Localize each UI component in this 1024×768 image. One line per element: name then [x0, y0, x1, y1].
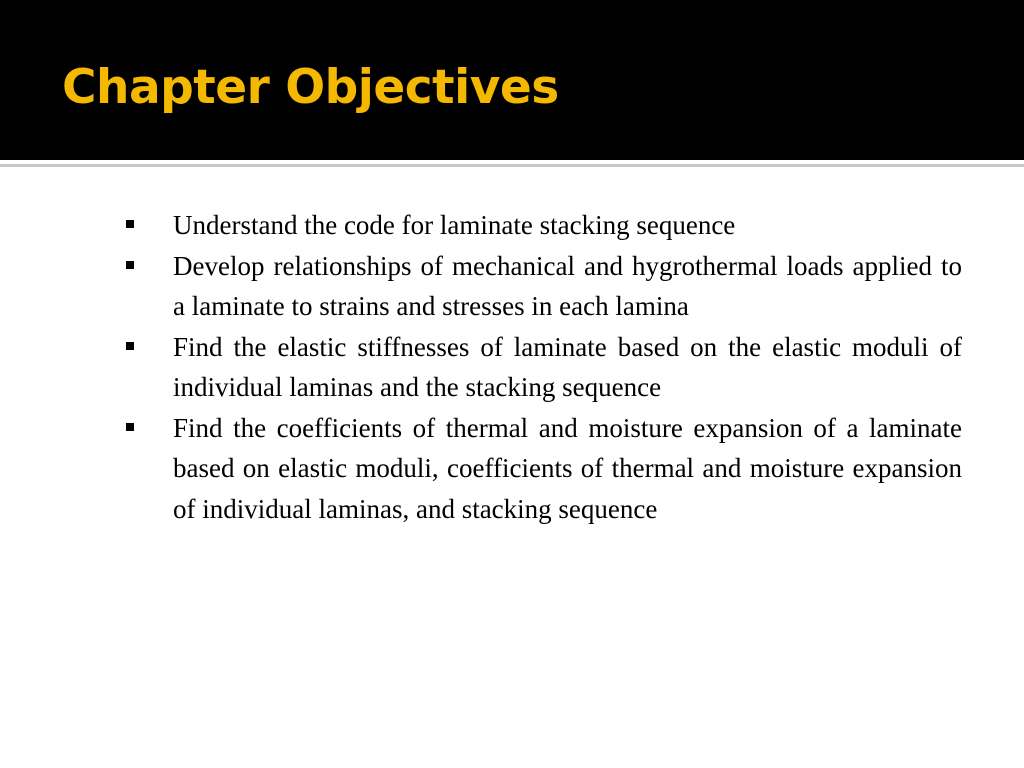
objective-text: Find the coefficients of thermal and moisture expansion of a laminate based on elastic moduli, coefficients of thermal and moisture expansion of individual laminas, and stacking sequence — [173, 412, 962, 524]
square-bullet-icon — [126, 342, 134, 350]
title-divider — [0, 164, 1024, 167]
slide-title: Chapter Objectives — [62, 60, 559, 115]
objective-item — [126, 327, 962, 408]
objective-item — [126, 246, 962, 327]
objective-text: Develop relationships of mechanical and hygrothermal loads applied to a laminate to strains and stresses in each lamina — [173, 250, 962, 321]
title-bar — [0, 0, 1024, 160]
objectives-list — [126, 205, 962, 529]
square-bullet-icon — [126, 220, 134, 228]
objective-item — [126, 205, 962, 246]
objective-item — [126, 408, 962, 530]
objective-text: Find the elastic stiffnesses of laminate based on the elastic moduli of individual laminas and the stacking sequence — [173, 331, 962, 402]
square-bullet-icon — [126, 261, 134, 269]
square-bullet-icon — [126, 423, 134, 431]
objective-text: Understand the code for laminate stacking sequence — [173, 210, 736, 240]
